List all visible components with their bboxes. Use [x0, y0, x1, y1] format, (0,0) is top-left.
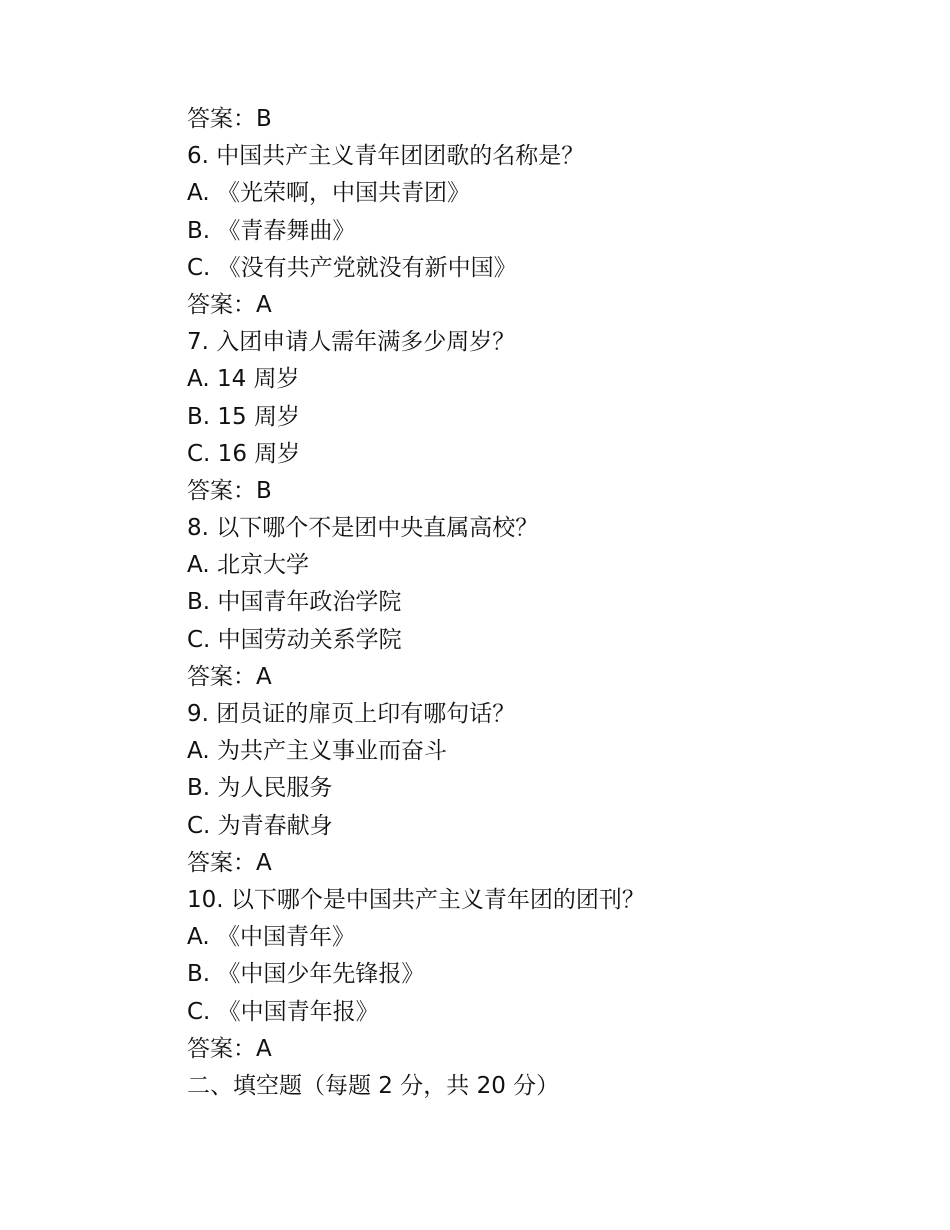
question-10-option-b: B. 《中国少年先锋报》	[187, 961, 425, 988]
question-8-option-a: A. 北京大学	[187, 552, 309, 579]
question-9-option-c: C. 为青春献身	[187, 812, 333, 839]
question-10-option-a: A. 《中国青年》	[187, 924, 355, 951]
question-9: 9. 团员证的扉页上印有哪句话？	[187, 701, 516, 727]
question-6-option-b: B. 《青春舞曲》	[187, 217, 356, 244]
answer-10: 答案：A	[187, 1035, 272, 1062]
answer-5: 答案：B	[187, 106, 272, 132]
answer-8: 答案：A	[187, 663, 272, 690]
answer-9: 答案：A	[187, 849, 272, 876]
answer-6: 答案：A	[187, 291, 272, 318]
document-body	[187, 101, 887, 1105]
question-6: 6. 中国共产主义青年团团歌的名称是？	[187, 143, 585, 170]
section-heading-fill-in-blank: 二、填空题（每题 2 分，共 20 分）	[187, 1072, 560, 1099]
question-10: 10. 以下哪个是中国共产主义青年团的团刊？	[187, 886, 645, 913]
question-9-option-b: B. 为人民服务	[187, 775, 333, 802]
question-8-option-b: B. 中国青年政治学院	[187, 589, 402, 616]
answer-7: 答案：B	[187, 477, 272, 504]
question-7-option-a: A. 14 周岁	[187, 366, 300, 393]
question-8-option-c: C. 中国劳动关系学院	[187, 626, 402, 653]
question-8: 8. 以下哪个不是团中央直属高校？	[187, 515, 539, 542]
question-6-option-c: C. 《没有共产党就没有新中国》	[187, 254, 517, 281]
question-10-option-c: C. 《中国青年报》	[187, 998, 379, 1025]
question-6-option-a: A. 《光荣啊，中国共青团》	[187, 180, 470, 207]
question-9-option-a: A. 为共产主义事业而奋斗	[187, 738, 447, 765]
question-7-option-c: C. 16 周岁	[187, 440, 301, 467]
question-7: 7. 入团申请人需年满多少周岁？	[187, 329, 516, 356]
question-7-option-b: B. 15 周岁	[187, 403, 300, 430]
